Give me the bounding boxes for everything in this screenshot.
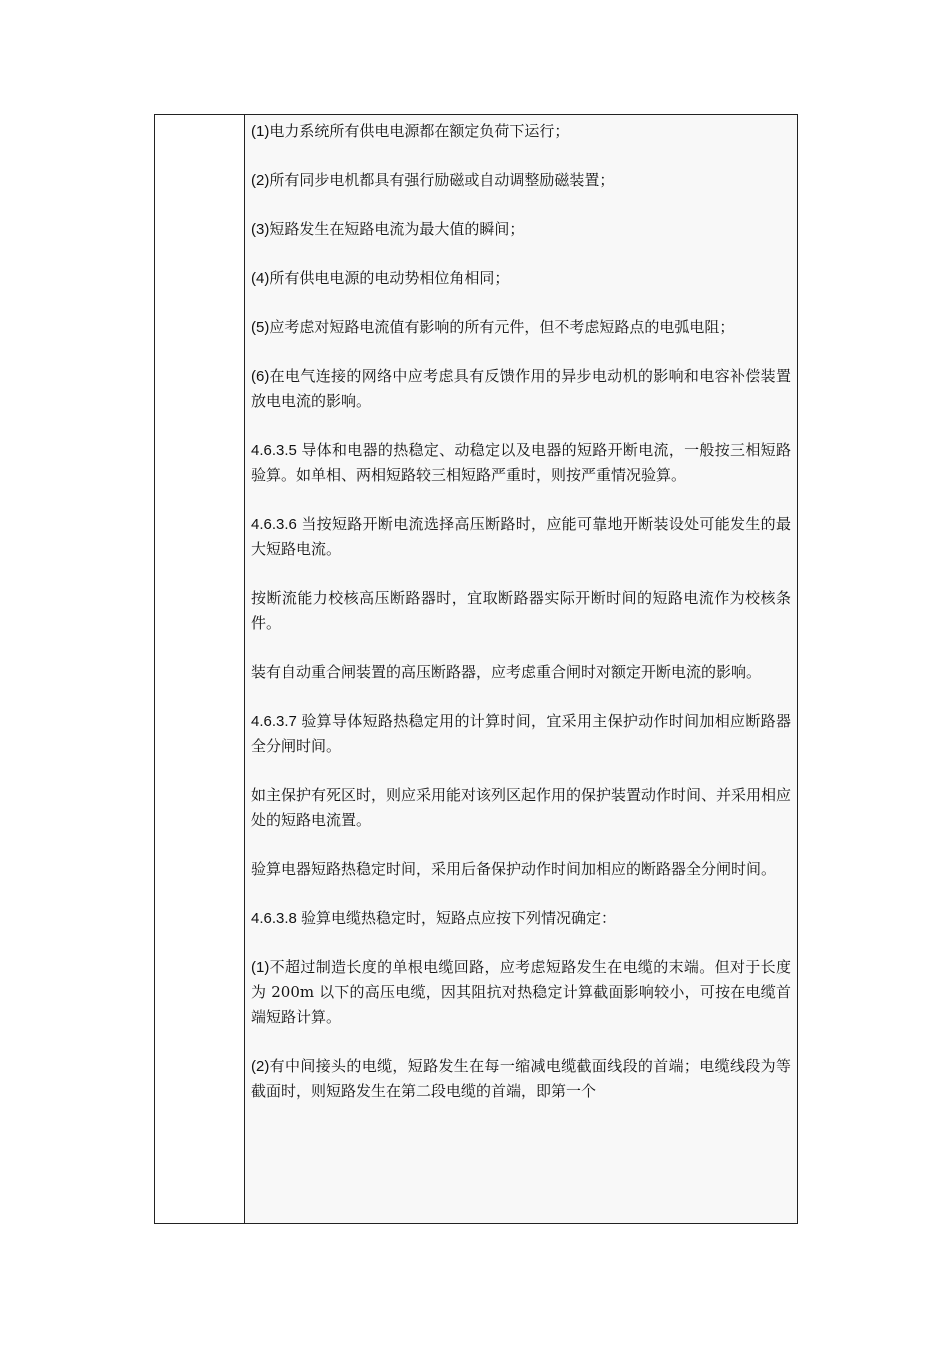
paragraph: (2)所有同步电机都具有强行励磁或自动调整励磁装置； (251, 171, 615, 189)
paragraph: 4.6.3.5 导体和电器的热稳定、动稳定以及电器的短路开断电流，一般按三相短路验算。如单相、两相短路较三相短路严重时，则按严重情况验算。 (251, 441, 791, 484)
paragraph: 4.6.3.8 验算电缆热稳定时，短路点应按下列情况确定： (251, 909, 617, 927)
paragraph: (3)短路发生在短路电流为最大值的瞬间； (251, 220, 525, 238)
paragraph: (5)应考虑对短路电流值有影响的所有元件，但不考虑短路点的电弧电阻； (251, 318, 735, 336)
paragraph: (2)有中间接头的电缆，短路发生在每一缩减电缆截面线段的首端；电缆线段为等截面时，则短路发生在第二段电缆的首端，即第一个 (251, 1057, 791, 1100)
paragraph: 4.6.3.6 当按短路开断电流选择高压断路时，应能可靠地开断装设处可能发生的最大短路电流。 (251, 515, 791, 558)
content-table (154, 114, 798, 1224)
paragraph: 验算电器短路热稳定时间，采用后备保护动作时间加相应的断路器全分闸时间。 (251, 860, 777, 878)
table-right-column (245, 115, 797, 1223)
paragraph: 装有自动重合闸装置的高压断路器，应考虑重合闸时对额定开断电流的影响。 (251, 663, 762, 681)
paragraph: (4)所有供电电源的电动势相位角相同； (251, 269, 510, 287)
paragraph: 按断流能力校核高压断路器时，宜取断路器实际开断时间的短路电流作为校核条件。 (251, 589, 791, 632)
paragraph: 4.6.3.7 验算导体短路热稳定用的计算时间，宜采用主保护动作时间加相应断路器全分闸时间。 (251, 712, 791, 755)
paragraph: (1)电力系统所有供电电源都在额定负荷下运行； (251, 122, 570, 140)
table-left-column (155, 115, 245, 1223)
paragraph: (1)不超过制造长度的单根电缆回路，应考虑短路发生在电缆的末端。但对于长度为 200m 以下的高压电缆，因其阻抗对热稳定计算截面影响较小，可按在电缆首端短路计算。 (251, 958, 791, 1026)
paragraph: 如主保护有死区时，则应采用能对该列区起作用的保护装置动作时间、并采用相应处的短路电流置。 (251, 786, 792, 829)
paragraph: (6)在电气连接的网络中应考虑具有反馈作用的异步电动机的影响和电容补偿装置放电电流的影响。 (251, 367, 791, 410)
